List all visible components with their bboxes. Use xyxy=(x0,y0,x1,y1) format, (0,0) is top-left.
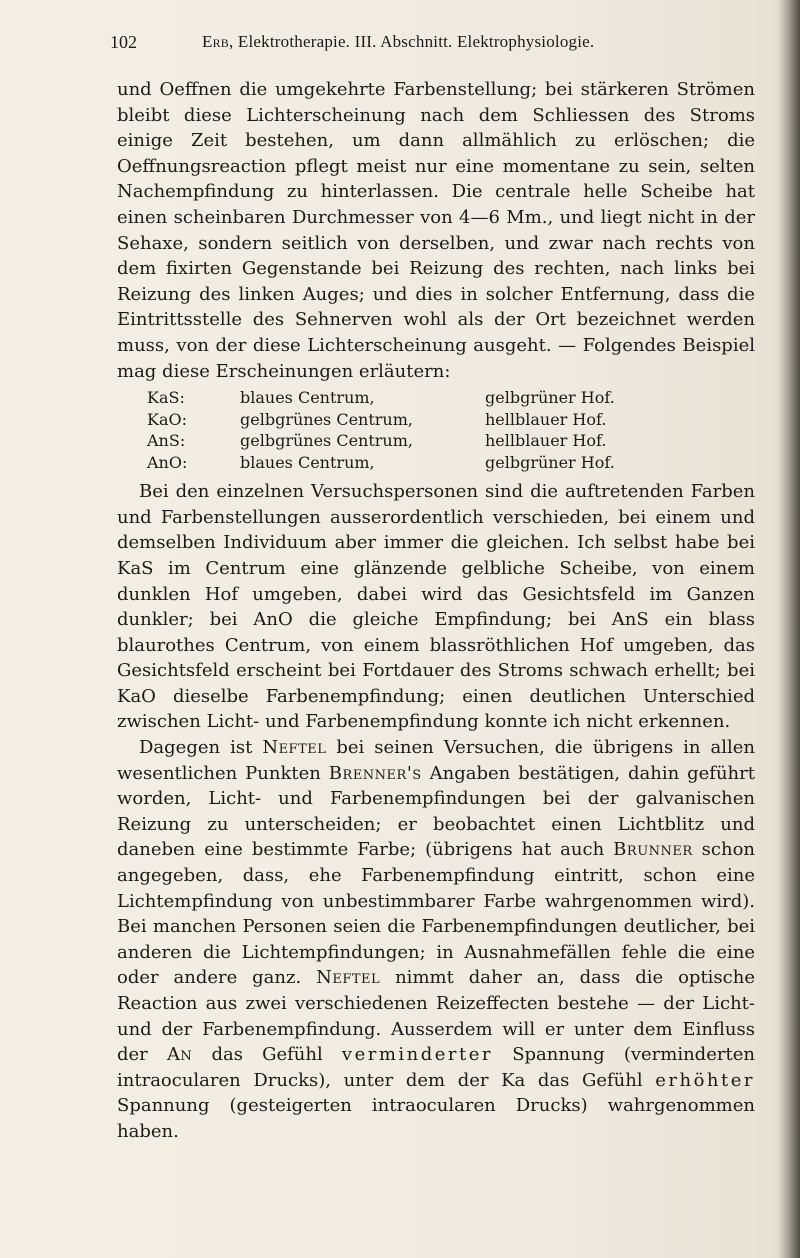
table-row xyxy=(117,452,755,474)
author-name-brenner: Brenner's xyxy=(328,762,422,784)
author-name-brunner: Brunner xyxy=(613,839,693,861)
emphasized-word: erhöhter xyxy=(655,1069,755,1091)
running-head-text xyxy=(202,32,594,52)
table-cell-code: KaS: xyxy=(147,388,185,408)
text-run: bei seinen Versuchen, die übrigens in allen wesentlichen Punkten xyxy=(117,737,755,784)
text-run: Spannung (verminderten intraocularen Drucks), unter dem der Ka das Gefühl xyxy=(117,1044,755,1091)
author-name: Erb, xyxy=(202,32,234,51)
emphasized-word: verminderter xyxy=(341,1044,494,1066)
table-cell-hof: gelbgrüner Hof. xyxy=(485,388,615,408)
author-name-neftel: Neftel xyxy=(262,737,327,759)
page-number: 102 xyxy=(110,32,137,52)
table-row xyxy=(117,409,755,431)
text-run: Angaben bestätigen, dahin geführt worden, Licht- und Farbenempfindungen bei der galvanischen Reizung zu unterscheiden; er beobachtet einen Lichtblitz und daneben eine bestimmte Farbe; (übrigens hat auch xyxy=(117,762,755,861)
page-body xyxy=(117,77,755,1145)
table-cell-code: AnO: xyxy=(147,452,188,472)
table-cell-center: blaues Centrum, xyxy=(240,452,375,472)
page-edge-shadow xyxy=(778,0,800,1258)
running-head-title: Elektrotherapie. III. Abschnitt. Elektrophysiologie. xyxy=(237,32,595,51)
electrode-color-table xyxy=(117,387,755,473)
table-cell-center: gelbgrünes Centrum, xyxy=(240,431,413,451)
text-run: schon angegeben, dass, ehe Farbenempfindung eintritt, schon eine Lichtempfindung von unbestimmbarer Farbe wahrgenommen wird). Bei manchen Personen seien die Farbenempfindungen deutlicher, bei anderen die Lichtempfindungen; in Ausnahmefällen fehle die eine oder andere ganz. xyxy=(117,839,756,989)
text-run: Spannung (gesteigerten intraocularen Drucks) wahrgenommen haben. xyxy=(117,1095,755,1142)
table-row xyxy=(117,430,755,452)
table-cell-hof: hellblauer Hof. xyxy=(485,409,607,429)
table-row xyxy=(117,387,755,409)
anode-abbreviation: An xyxy=(166,1044,193,1066)
paragraph-1: und Oeffnen die umgekehrte Farbenstellung; bei stärkeren Strömen bleibt diese Lichterscheinung nach dem Schliessen des Stroms einige Zeit bestehen, um dann allmählich zu erlöschen; die Oeffnungsreaction pflegt meist nur eine momentane zu sein, selten Nachempfindung zu hinterlassen. Die centrale helle Scheibe hat einen scheinbaren Durchmesser von 4—6 Mm., und liegt nicht in der Sehaxe, sondern seitlich von derselben, und zwar nach rechts von dem fixirten Gegenstande bei Reizung des rechten, nach links bei Reizung des linken Auges; und dies in solcher Entfernung, dass die Eintrittsstelle des Sehnerven wohl als der Ort bezeichnet werden muss, von der diese Lichterscheinung ausgeht. — Folgendes Beispiel mag diese Erscheinungen erläutern: xyxy=(117,79,755,382)
paragraph-2: Bei den einzelnen Versuchspersonen sind die auftretenden Farben und Farbenstellungen ausserordentlich verschieden, bei einem und demselben Individuum aber immer die gleichen. Ich selbst habe bei KaS im Centrum eine glänzende gelbliche Scheibe, von einem dunklen Hof umgeben, dabei wird das Gesichtsfeld im Ganzen dunkler; bei AnO die gleiche Empfindung; bei AnS ein blass blaurothes Centrum, von einem blassröthlichen Hof umgeben, das Gesichtsfeld erscheint bei Fortdauer des Stroms schwach erhellt; bei KaO dieselbe Farbenempfindung; einen deutlichen Unterschied zwischen Licht- und Farbenempfindung konnte ich nicht erkennen. xyxy=(117,481,755,733)
running-header xyxy=(110,32,750,60)
table-cell-code: AnS: xyxy=(147,431,186,451)
table-cell-center: gelbgrünes Centrum, xyxy=(240,409,413,429)
text-run: das Gefühl xyxy=(211,1044,323,1066)
paragraph-3 xyxy=(117,735,755,1145)
author-name-neftel: Neftel xyxy=(316,967,381,989)
table-cell-center: blaues Centrum, xyxy=(240,388,375,408)
text-run: nimmt daher an, dass die optische Reaction aus zwei verschiedenen Reizeffecten bestehe — der Licht- und der Farbenempfindung. Ausserdem will er unter dem Einfluss der xyxy=(117,967,755,1066)
table-cell-hof: hellblauer Hof. xyxy=(485,431,607,451)
table-cell-hof: gelbgrüner Hof. xyxy=(485,452,615,472)
text-run: Dagegen ist xyxy=(139,737,253,759)
table-cell-code: KaO: xyxy=(147,409,187,429)
